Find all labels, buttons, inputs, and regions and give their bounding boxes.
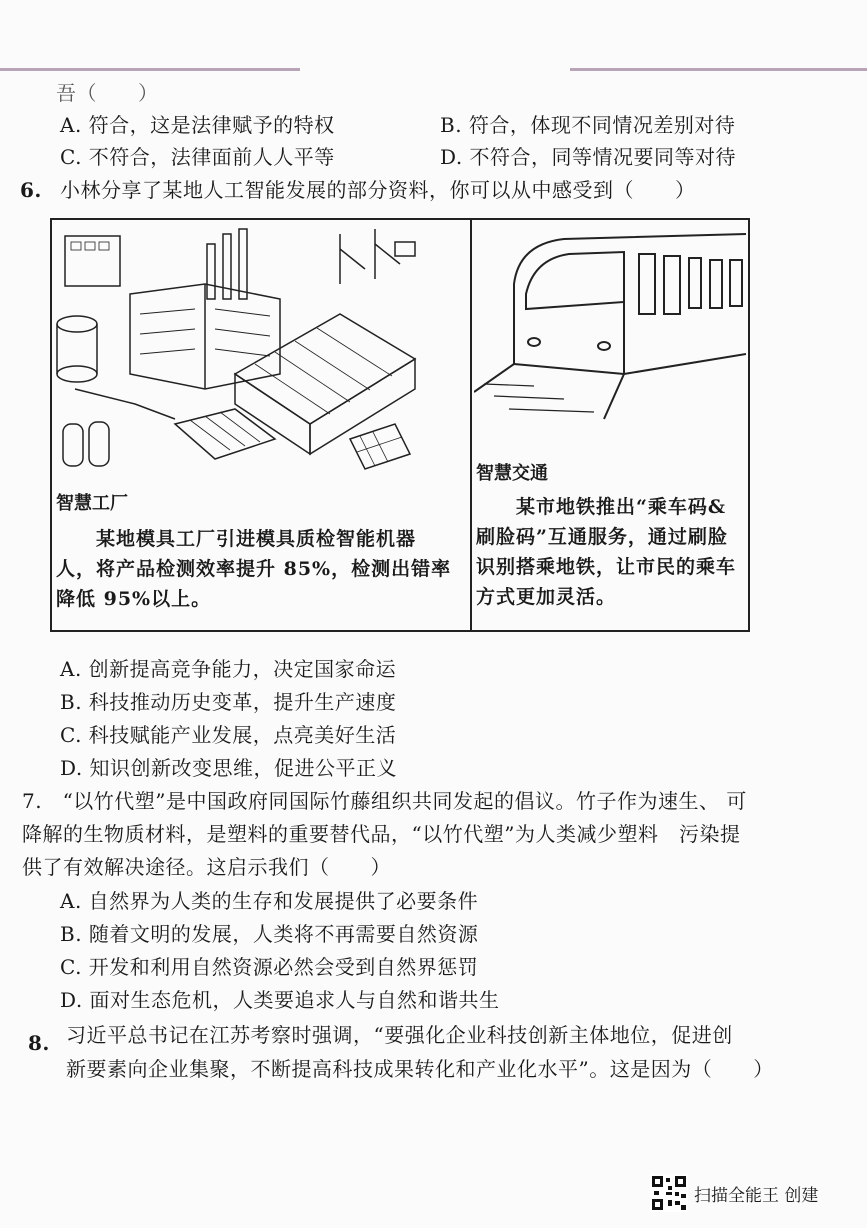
q7-option-a[interactable]: A. 自然界为人类的生存和发展提供了必要条件 [60,889,479,913]
smart-transport-line-1: 某市地铁推出“乘车码& [476,496,727,518]
q6-option-d[interactable]: D. 知识创新改变思维，促进公平正义 [60,756,398,780]
q5-stem-end: 吾（ ） [56,81,159,105]
smart-factory-line-2: 人，将产品检测效率提升 85%，检测出错率 [56,558,452,580]
q5-option-d[interactable]: D. 不符合，同等情况要同等对待 [440,145,737,169]
smart-factory-line-3: 降低 95%以上。 [56,588,212,610]
qr-code-icon [650,1174,688,1212]
q5-option-b[interactable]: B. 符合，体现不同情况差别对待 [440,113,736,137]
smart-transport-line-3: 识别搭乘地铁，让市民的乘车 [476,556,737,578]
scanner-watermark [650,1174,818,1212]
q8-stem-line-2: 新要素向企业集聚，不断提高科技成果转化和产业化水平”。这是因为（ ） [66,1057,774,1081]
q7-stem-line-1: 7. “以竹代塑”是中国政府同国际竹藤组织共同发起的倡议。竹子作为速生、 可 [22,789,747,813]
q8-number: 8. [28,1031,50,1055]
q6-stem: 小林分享了某地人工智能发展的部分资料，你可以从中感受到（ ） [60,178,696,202]
smart-factory-caption: 智慧工厂 [56,493,128,514]
smart-factory-illustration [55,224,465,482]
q8-stem-line-1: 习近平总书记在江苏考察时强调，“要强化企业科技创新主体地位，促进创 [66,1023,733,1047]
q6-box-divider [470,218,472,632]
smart-factory-line-1: 某地模具工厂引进模具质检智能机器 [56,528,417,550]
top-rule-left [0,68,300,71]
smart-transport-line-4: 方式更加灵活。 [476,586,617,608]
q6-option-a[interactable]: A. 创新提高竞争能力，决定国家命运 [60,657,397,681]
smart-transport-caption: 智慧交通 [476,463,548,484]
q7-stem-line-2: 降解的生物质材料，是塑料的重要替代品，“以竹代塑”为人类减少塑料 污染提 [22,822,741,846]
q7-stem-line-3: 供了有效解决途径。这启示我们（ ） [22,855,391,879]
top-rule-right [570,68,867,71]
q5-option-a[interactable]: A. 符合，这是法律赋予的特权 [60,113,335,137]
smart-transport-line-2: 刷脸码”互通服务，通过刷脸 [476,526,728,548]
q6-option-b[interactable]: B. 科技推动历史变革，提升生产速度 [60,690,397,714]
scanner-watermark-text: 扫描全能王 创建 [694,1185,819,1206]
q7-option-c[interactable]: C. 开发和利用自然资源必然会受到自然界惩罚 [60,955,479,979]
q5-option-c[interactable]: C. 不符合，法律面前人人平等 [60,145,335,169]
q7-option-d[interactable]: D. 面对生态危机，人类要追求人与自然和谐共生 [60,988,500,1012]
q6-option-c[interactable]: C. 科技赋能产业发展，点亮美好生活 [60,723,397,747]
q7-option-b[interactable]: B. 随着文明的发展，人类将不再需要自然资源 [60,922,479,946]
q6-number: 6. [20,178,42,202]
metro-train-illustration [474,224,746,424]
